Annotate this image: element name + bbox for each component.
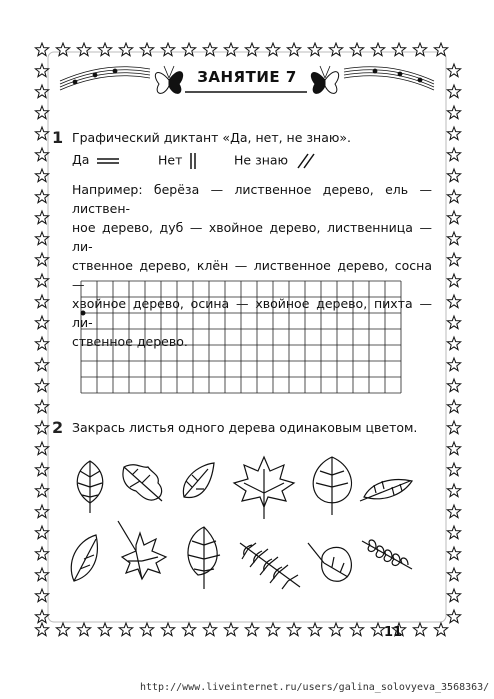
star-icon [35,232,48,245]
star-icon [287,623,300,636]
star-icon [182,623,195,636]
star-icon [447,232,460,245]
task-title: Графический диктант «Да, нет, не знаю». [72,130,352,145]
leaf-icon[interactable] [71,535,97,581]
star-icon [35,43,48,56]
star-icon [447,505,460,518]
star-icon [119,43,132,56]
star-icon [447,442,460,455]
grid-paper[interactable] [80,280,402,394]
star-icon [308,43,321,56]
star-icon [35,106,48,119]
star-icon [140,623,153,636]
star-icon [447,211,460,224]
leaf-icon[interactable] [240,543,300,589]
legend-no [158,152,200,170]
leaf-icon[interactable] [308,543,351,581]
example-line: ственное дерево. [72,334,188,349]
leaf-icon[interactable] [77,461,103,513]
leaves-area [60,455,430,595]
leaf-icon[interactable] [313,457,351,515]
star-icon [203,43,216,56]
star-icon [35,589,48,602]
legend-yes-label: Да [72,152,90,167]
example-line: ное дерево, дуб — хвойное дерево, лиственница — ли- [72,220,432,254]
star-icon [447,64,460,77]
star-icon [329,43,342,56]
leaf-icon[interactable] [183,463,214,498]
star-icon [77,43,90,56]
legend-dont-know-label: Не знаю [234,152,289,168]
star-icon [447,190,460,203]
page-number: 11 [384,625,403,640]
legend-yes [72,152,121,167]
star-icon [447,568,460,581]
leaf-icon[interactable] [360,480,412,501]
star-icon [447,253,460,266]
star-icon [413,43,426,56]
star-icon [35,85,48,98]
star-icon [447,358,460,371]
star-icon [447,85,460,98]
leaf-icon[interactable] [188,527,220,589]
lesson-header [55,60,439,100]
star-icon [35,547,48,560]
star-icon [371,623,384,636]
double-dash-icon [93,155,121,167]
leaves-illustration [60,455,430,595]
lesson-title: ЗАНЯТИЕ 7 [197,68,297,86]
star-icon [98,623,111,636]
star-icon [35,190,48,203]
example-line: хвойное дерево, осина — хвойное дерево, пихта — ли- [72,296,432,330]
star-icon [266,43,279,56]
star-icon [266,623,279,636]
star-icon [56,43,69,56]
star-icon [203,623,216,636]
star-icon [35,505,48,518]
star-icon [35,623,48,636]
star-icon [245,43,258,56]
star-icon [35,169,48,182]
task-number: 2 [52,418,64,437]
star-icon [329,623,342,636]
star-icon [447,589,460,602]
star-icon [35,274,48,287]
star-icon [447,400,460,413]
example-line: ственное дерево, клён — лиственное дерево, сосна — [72,258,432,292]
star-icon [35,358,48,371]
star-icon [35,253,48,266]
star-icon [119,623,132,636]
star-icon [161,43,174,56]
star-icon [35,337,48,350]
leaf-icon[interactable] [123,465,162,501]
star-icon [447,526,460,539]
star-icon [447,337,460,350]
leaf-icon[interactable] [362,540,412,569]
star-icon [35,211,48,224]
double-vertical-line-icon [186,152,200,170]
star-icon [56,623,69,636]
star-icon [350,43,363,56]
star-icon [287,43,300,56]
star-icon [447,106,460,119]
star-icon [35,610,48,623]
task-title: Закрась листья одного дерева одинаковым цветом. [72,420,418,435]
leaf-icon[interactable] [118,521,166,579]
star-icon [35,148,48,161]
dictation-grid[interactable] [80,280,402,398]
star-icon [447,463,460,476]
start-dot [81,311,86,316]
legend-no-label: Нет [158,152,183,168]
star-icon [392,43,405,56]
star-icon [77,623,90,636]
star-icon [35,463,48,476]
star-icon [447,484,460,497]
star-icon [447,295,460,308]
star-icon [35,442,48,455]
source-url[interactable]: http://www.liveinternet.ru/users/galina_solovyeva_3568363/ [140,682,490,693]
star-icon [413,623,426,636]
star-icon [140,43,153,56]
star-icon [371,43,384,56]
star-icon [161,623,174,636]
star-icon [447,169,460,182]
star-icon [35,421,48,434]
leaf-icon[interactable] [234,457,294,519]
star-icon [434,43,447,56]
star-icon [447,316,460,329]
star-icon [447,421,460,434]
star-icon [224,43,237,56]
legend-dont-know [234,152,320,170]
star-icon [35,400,48,413]
star-icon [447,547,460,560]
star-icon [245,623,258,636]
star-icon [447,274,460,287]
star-icon [35,568,48,581]
double-slash-icon [292,152,320,170]
star-icon [35,316,48,329]
star-icon [447,610,460,623]
star-icon [35,64,48,77]
star-icon [182,43,195,56]
star-icon [447,148,460,161]
example-line: Например: берёза — лиственное дерево, ель — листвен- [72,182,432,216]
star-icon [308,623,321,636]
star-icon [98,43,111,56]
star-icon [447,379,460,392]
star-icon [35,526,48,539]
star-icon [447,127,460,140]
star-icon [224,623,237,636]
star-icon [35,379,48,392]
task-number: 1 [52,128,64,147]
star-icon [35,127,48,140]
star-icon [350,623,363,636]
star-icon [35,295,48,308]
star-icon [434,623,447,636]
star-icon [35,484,48,497]
